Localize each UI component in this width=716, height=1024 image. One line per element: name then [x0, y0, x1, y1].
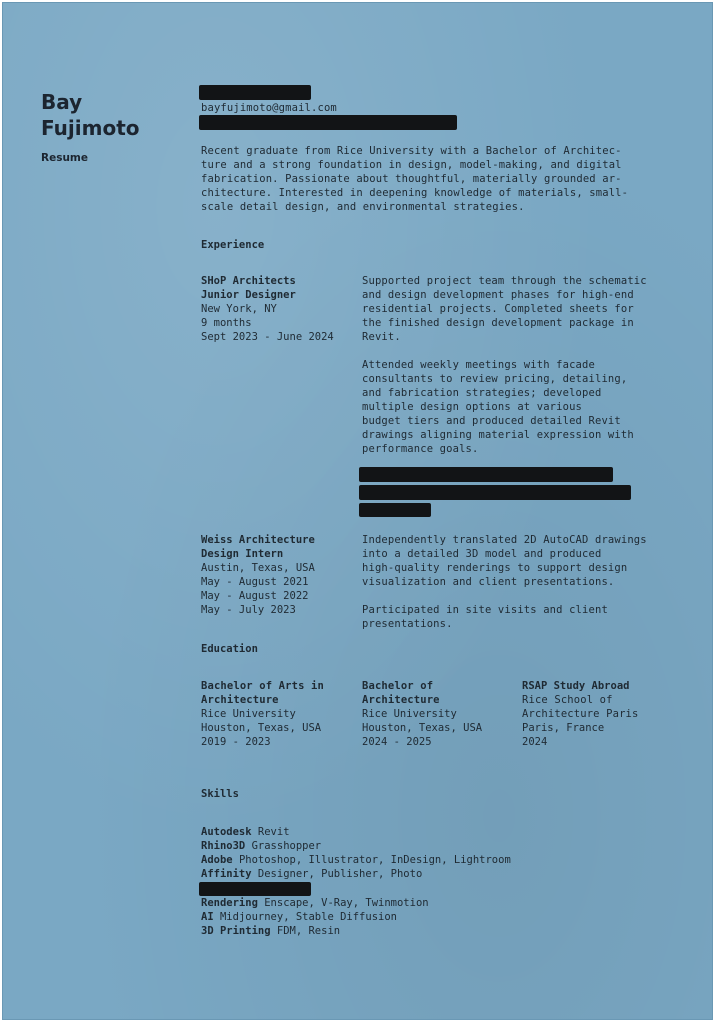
job-dates: Sept 2023 - June 2024 — [201, 331, 334, 343]
education-location: Houston, Texas, USA — [201, 722, 322, 734]
skill-row — [201, 853, 511, 867]
job-duration: 9 months — [201, 317, 252, 329]
redaction-bar — [199, 85, 311, 100]
contact-email: bayfujimoto@gmail.com — [201, 102, 337, 114]
skill-label: Affinity — [201, 868, 252, 880]
job-meta — [201, 274, 361, 344]
job-description — [362, 274, 682, 470]
name-last: Fujimoto — [41, 116, 140, 140]
redaction-bar — [199, 115, 457, 130]
job-meta — [201, 533, 361, 617]
redaction-bar — [359, 503, 431, 517]
skill-label: AI — [201, 911, 214, 923]
education-location: Paris, France — [522, 722, 605, 734]
skill-label: Rendering — [201, 897, 258, 909]
resume-page — [3, 3, 712, 1019]
education-degree: RSAP Study Abroad — [522, 680, 630, 692]
skill-value: Midjourney, Stable Diffusion — [219, 911, 397, 923]
summary-text: Recent graduate from Rice University with a Bachelor of Architec- ture and a strong foundation in design, model-making, and digital fabrication. Passionate about thoughtful, materially grounded ar- chitecture. Interested in deepening knowledge of materials, small- scale detail design, and environmental strategies. — [201, 145, 629, 213]
job-dates: May - August 2022 — [201, 590, 309, 602]
job-company: SHoP Architects — [201, 275, 296, 287]
job-paragraph: Supported project team through the schematic and design development phases for high-end residential projects. Completed sheets for the finished design development package in Revit. — [362, 275, 647, 343]
skill-value: Enscape, V-Ray, Twinmotion — [264, 897, 429, 909]
education-item — [522, 679, 674, 749]
education-degree: Bachelor of Architecture — [362, 680, 440, 706]
skill-value: Revit — [257, 826, 290, 838]
skill-row — [201, 896, 511, 910]
skill-value: Designer, Publisher, Photo — [257, 868, 423, 880]
skill-label: Rhino3D — [201, 840, 246, 852]
redaction-bar — [199, 882, 311, 896]
skill-row — [201, 910, 511, 924]
skill-value: Grasshopper — [251, 840, 322, 852]
job-company: Weiss Architecture — [201, 534, 315, 546]
education-item — [362, 679, 514, 749]
skill-label: Adobe — [201, 854, 233, 866]
education-degree: Bachelor of Arts in Architecture — [201, 680, 324, 706]
experience-heading: Experience — [201, 239, 265, 251]
skill-value: FDM, Resin — [276, 925, 341, 937]
job-paragraph: Attended weekly meetings with facade consultants to review pricing, detailing, and fabrication strategies; developed multiple design options at various budget tiers and produced detailed Revit drawings aligning material expression with performance goals. — [362, 359, 634, 455]
education-school: Rice University — [362, 708, 457, 720]
name-first: Bay — [41, 90, 83, 114]
job-dates: May - July 2023 — [201, 604, 296, 616]
skill-row — [201, 924, 511, 938]
applicant-name — [41, 89, 140, 141]
redaction-bar — [359, 467, 613, 482]
skill-label: 3D Printing — [201, 925, 271, 937]
education-dates: 2019 - 2023 — [201, 736, 271, 748]
job-location: New York, NY — [201, 303, 277, 315]
job-title: Design Intern — [201, 548, 284, 560]
education-dates: 2024 - 2025 — [362, 736, 432, 748]
job-title: Junior Designer — [201, 289, 296, 301]
job-paragraph: Independently translated 2D AutoCAD drawings into a detailed 3D model and produced high-quality renderings to support design visualization and client presentations. — [362, 534, 647, 588]
education-school: Rice School of Architecture Paris — [522, 694, 639, 720]
skill-row — [201, 825, 511, 839]
education-location: Houston, Texas, USA — [362, 722, 483, 734]
skill-label: Autodesk — [201, 826, 252, 838]
education-dates: 2024 — [522, 736, 548, 748]
education-heading: Education — [201, 643, 258, 655]
skill-row — [201, 839, 511, 853]
education-school: Rice University — [201, 708, 296, 720]
skills-list — [201, 825, 511, 938]
job-dates: May - August 2021 — [201, 576, 309, 588]
skill-row — [201, 867, 511, 881]
job-location: Austin, Texas, USA — [201, 562, 315, 574]
skills-heading: Skills — [201, 788, 239, 800]
resume-label: Resume — [41, 152, 88, 164]
redaction-bar — [359, 485, 631, 500]
job-description — [362, 533, 682, 645]
education-item — [201, 679, 353, 749]
job-paragraph: Participated in site visits and client presentations. — [362, 604, 608, 630]
skill-value: Photoshop, Illustrator, InDesign, Lightroom — [238, 854, 511, 866]
